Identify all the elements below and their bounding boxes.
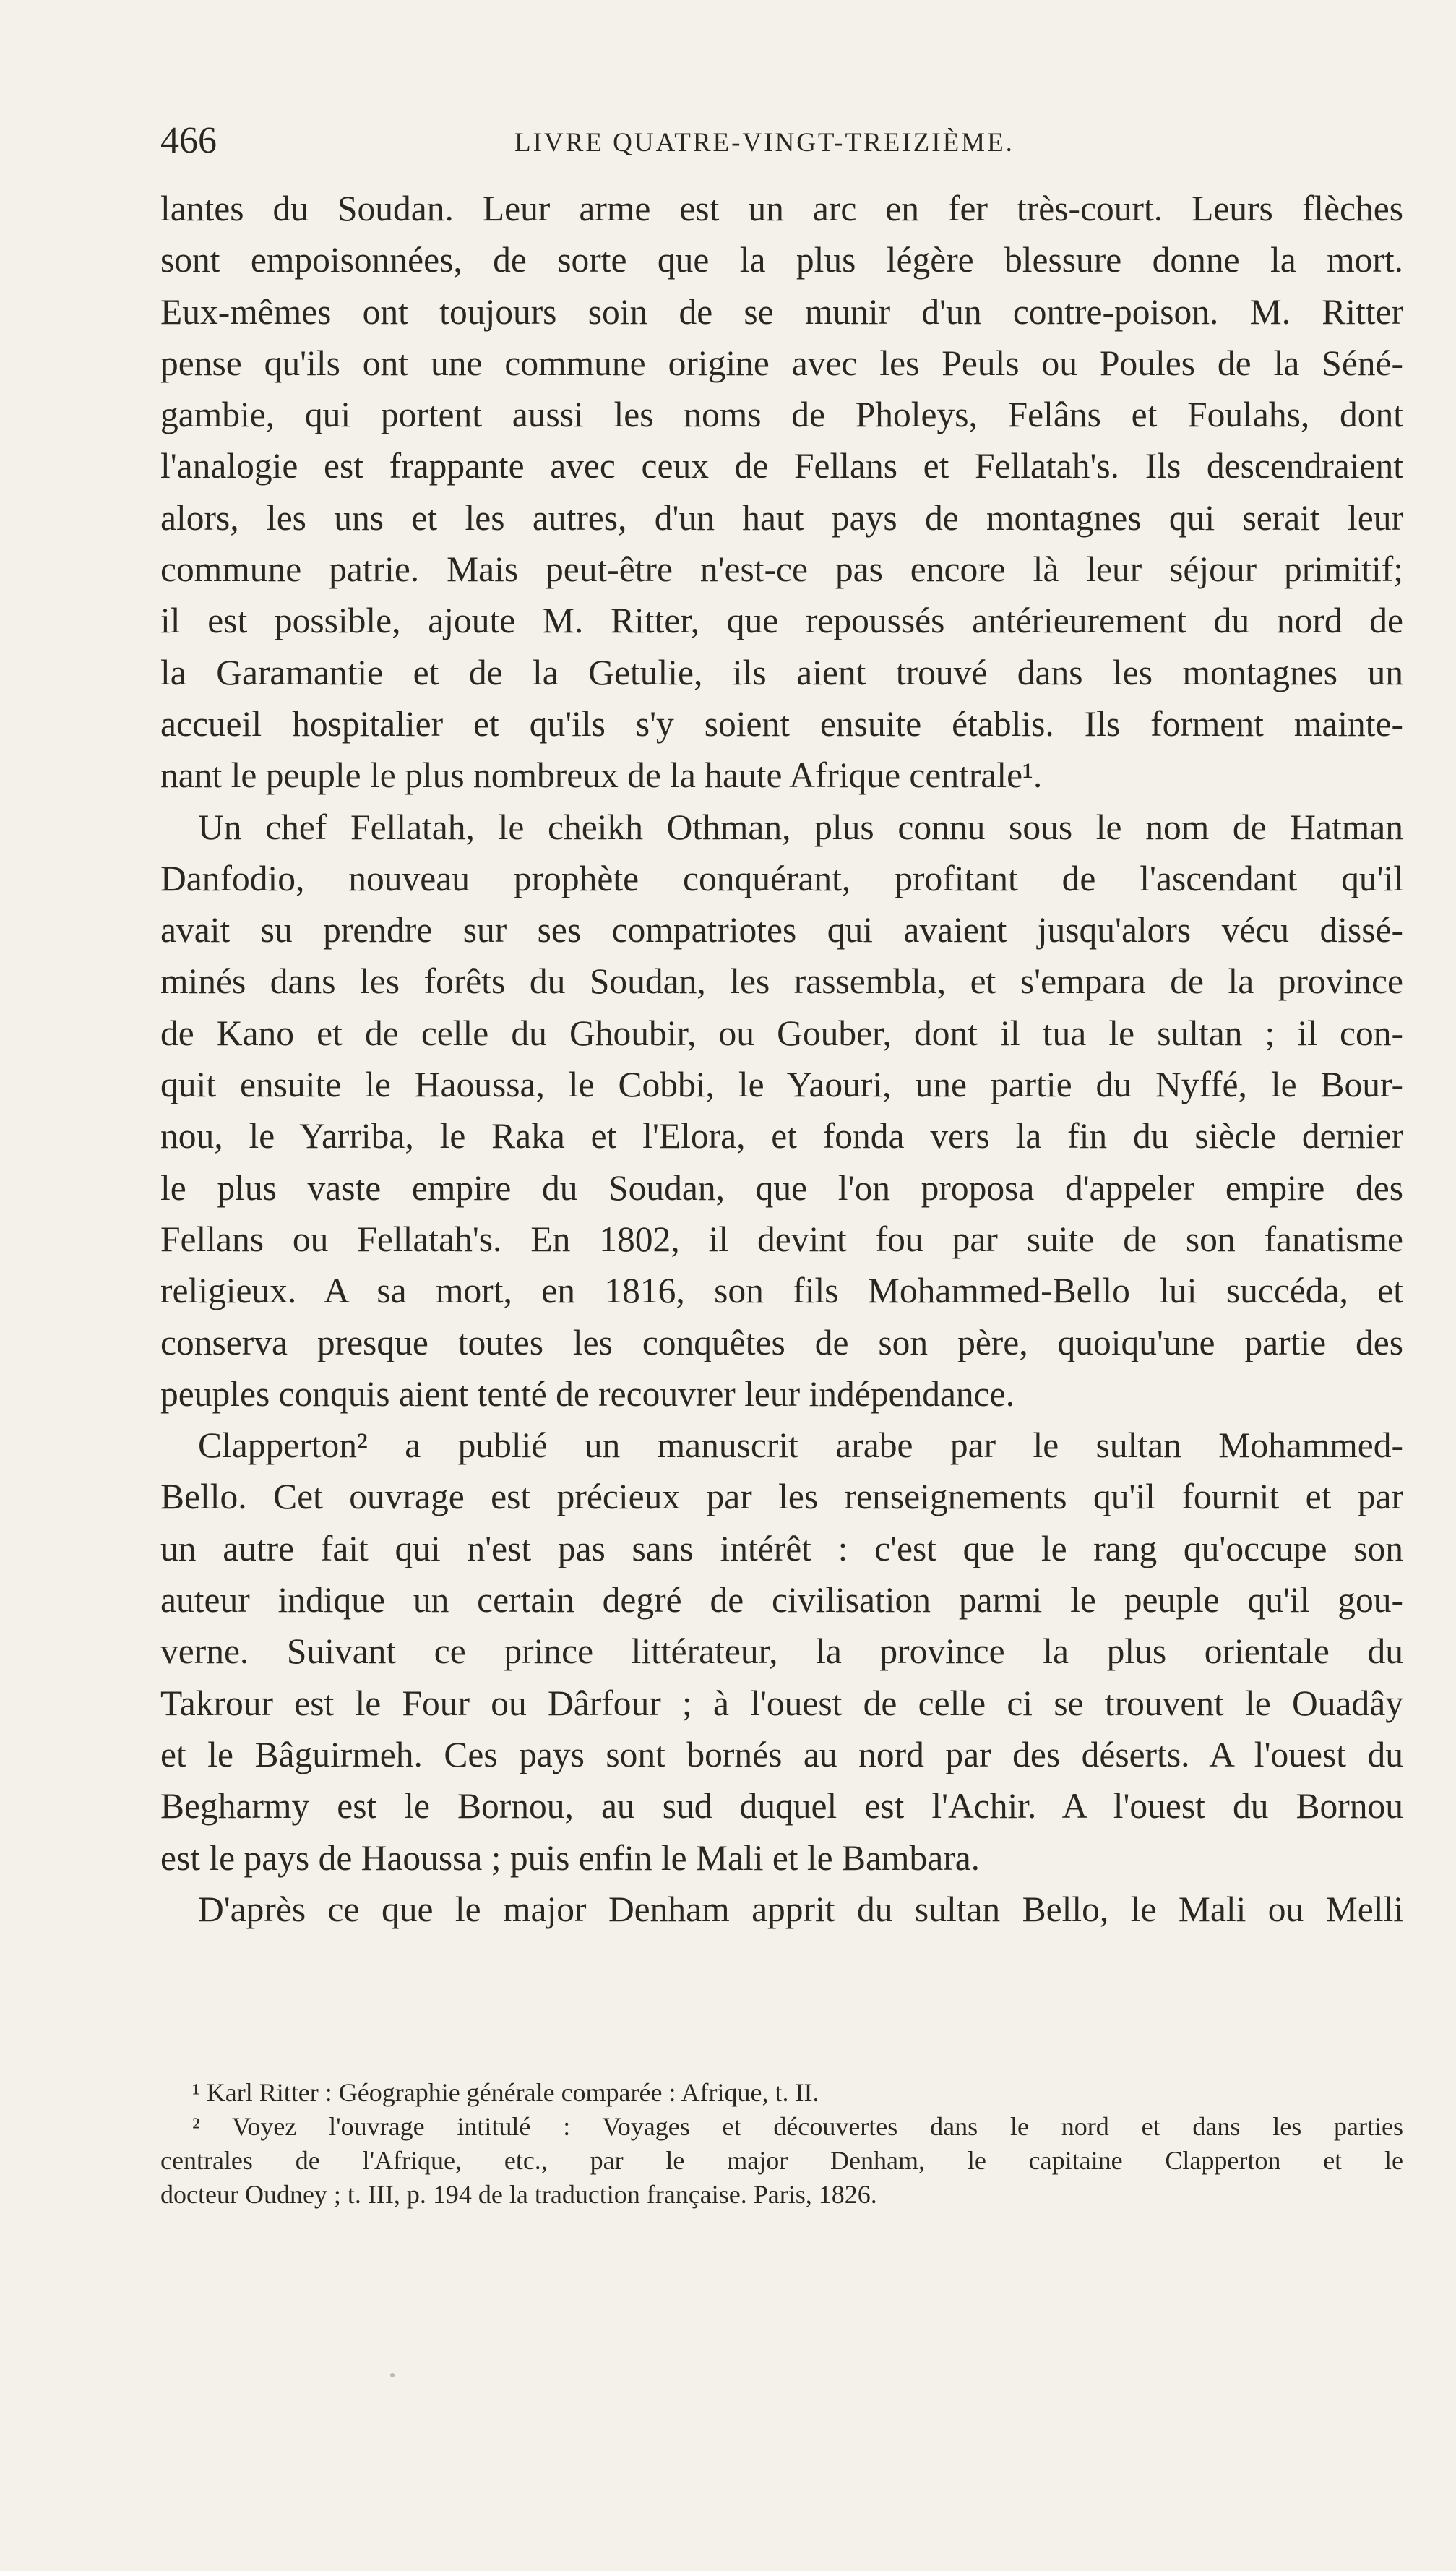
text-line: peuples conquis aient tenté de recouvrer leur indépendance.	[160, 1373, 1015, 1414]
text-line: pense qu'ils ont une commune origine avec les Peuls ou Poules de la Séné-	[160, 343, 1403, 383]
paper-speck	[390, 2373, 395, 2377]
text-line: il est possible, ajoute M. Ritter, que repoussés antérieurement du nord de	[160, 601, 1403, 641]
text-line: accueil hospitalier et qu'ils s'y soient ensuite établis. Ils forment mainte-	[160, 703, 1403, 744]
text-line: de Kano et de celle du Ghoubir, ou Gouber, dont il tua le sultan ; il con-	[160, 1013, 1403, 1053]
text-line: un autre fait qui n'est pas sans intérêt : c'est que le rang qu'occupe son	[160, 1528, 1403, 1568]
text-line: nant le peuple le plus nombreux de la haute Afrique centrale¹.	[160, 755, 1043, 796]
text-line: conserva presque toutes les conquêtes de son père, quoiqu'une partie des	[160, 1322, 1403, 1362]
text-line: est le pays de Haoussa ; puis enfin le Mali et le Bambara.	[160, 1837, 981, 1878]
text-line: Fellans ou Fellatah's. En 1802, il devint fou par suite de son fanatisme	[160, 1219, 1403, 1259]
page-header	[160, 119, 1403, 170]
running-head: LIVRE QUATRE-VINGT-TREIZIÈME.	[514, 128, 1015, 158]
text-line: commune patrie. Mais peut-être n'est-ce pas encore là leur séjour primitif;	[160, 549, 1403, 590]
text-line: verne. Suivant ce prince littérateur, la province la plus orientale du	[160, 1631, 1403, 1672]
text-line: sont empoisonnées, de sorte que la plus légère blessure donne la mort.	[160, 240, 1403, 280]
text-line: Takrour est le Four ou Dârfour ; à l'ouest de celle ci se trouvent le Ouadây	[160, 1683, 1403, 1723]
footnote-line: docteur Oudney ; t. III, p. 194 de la traduction française. Paris, 1826.	[160, 2180, 877, 2209]
text-line: le plus vaste empire du Soudan, que l'on proposa d'appeler empire des	[160, 1167, 1403, 1208]
footnote-line: ² Voyez l'ouvrage intitulé : Voyages et découvertes dans le nord et dans les parties	[192, 2112, 1403, 2141]
text-line: alors, les uns et les autres, d'un haut pays de montagnes qui serait leur	[160, 497, 1403, 538]
footnote-line: centrales de l'Afrique, etc., par le major Denham, le capitaine Clapperton et le	[160, 2146, 1403, 2175]
text-line: minés dans les forêts du Soudan, les rassembla, et s'empara de la province	[160, 961, 1403, 1002]
text-line: Bello. Cet ouvrage est précieux par les renseignements qu'il fournit et par	[160, 1477, 1403, 1517]
text-line: Begharmy est le Bornou, au sud duquel est l'Achir. A l'ouest du Bornou	[160, 1786, 1403, 1827]
text-line: gambie, qui portent aussi les noms de Pholeys, Felâns et Foulahs, dont	[160, 395, 1403, 435]
footnotes	[160, 2076, 1403, 2212]
text-line: et le Bâguirmeh. Ces pays sont bornés au nord par des déserts. A l'ouest du	[160, 1734, 1403, 1774]
text-line: lantes du Soudan. Leur arme est un arc en fer très-court. Leurs flèches	[160, 189, 1403, 228]
text-line: D'après ce que le major Denham apprit du sultan Bello, le Mali ou Melli	[198, 1889, 1403, 1929]
text-line: nou, le Yarriba, le Raka et l'Elora, et fonda vers la fin du siècle dernier	[160, 1116, 1403, 1156]
text-line: religieux. A sa mort, en 1816, son fils Mohammed-Bello lui succéda, et	[160, 1271, 1403, 1311]
text-line: Eux-mêmes ont toujours soin de se munir d'un contre-poison. M. Ritter	[160, 291, 1403, 332]
body-text	[160, 183, 1403, 1935]
footnote-line: ¹ Karl Ritter : Géographie générale comparée : Afrique, t. II.	[192, 2078, 819, 2107]
text-line: avait su prendre sur ses compatriotes qui avaient jusqu'alors vécu dissé-	[160, 910, 1403, 950]
text-line: Clapperton² a publié un manuscrit arabe par le sultan Mohammed-	[198, 1425, 1403, 1466]
page-number: 466	[160, 120, 217, 161]
text-line: la Garamantie et de la Getulie, ils aient trouvé dans les montagnes un	[160, 652, 1403, 692]
text-line: Un chef Fellatah, le cheikh Othman, plus connu sous le nom de Hatman	[198, 807, 1403, 847]
text-line: Danfodio, nouveau prophète conquérant, profitant de l'ascendant qu'il	[160, 858, 1403, 898]
text-line: quit ensuite le Haoussa, le Cobbi, le Yaouri, une partie du Nyffé, le Bour-	[160, 1065, 1403, 1105]
text-line: l'analogie est frappante avec ceux de Fellans et Fellatah's. Ils descendraient	[160, 446, 1403, 486]
text-line: auteur indique un certain degré de civilisation parmi le peuple qu'il gou-	[160, 1580, 1403, 1621]
